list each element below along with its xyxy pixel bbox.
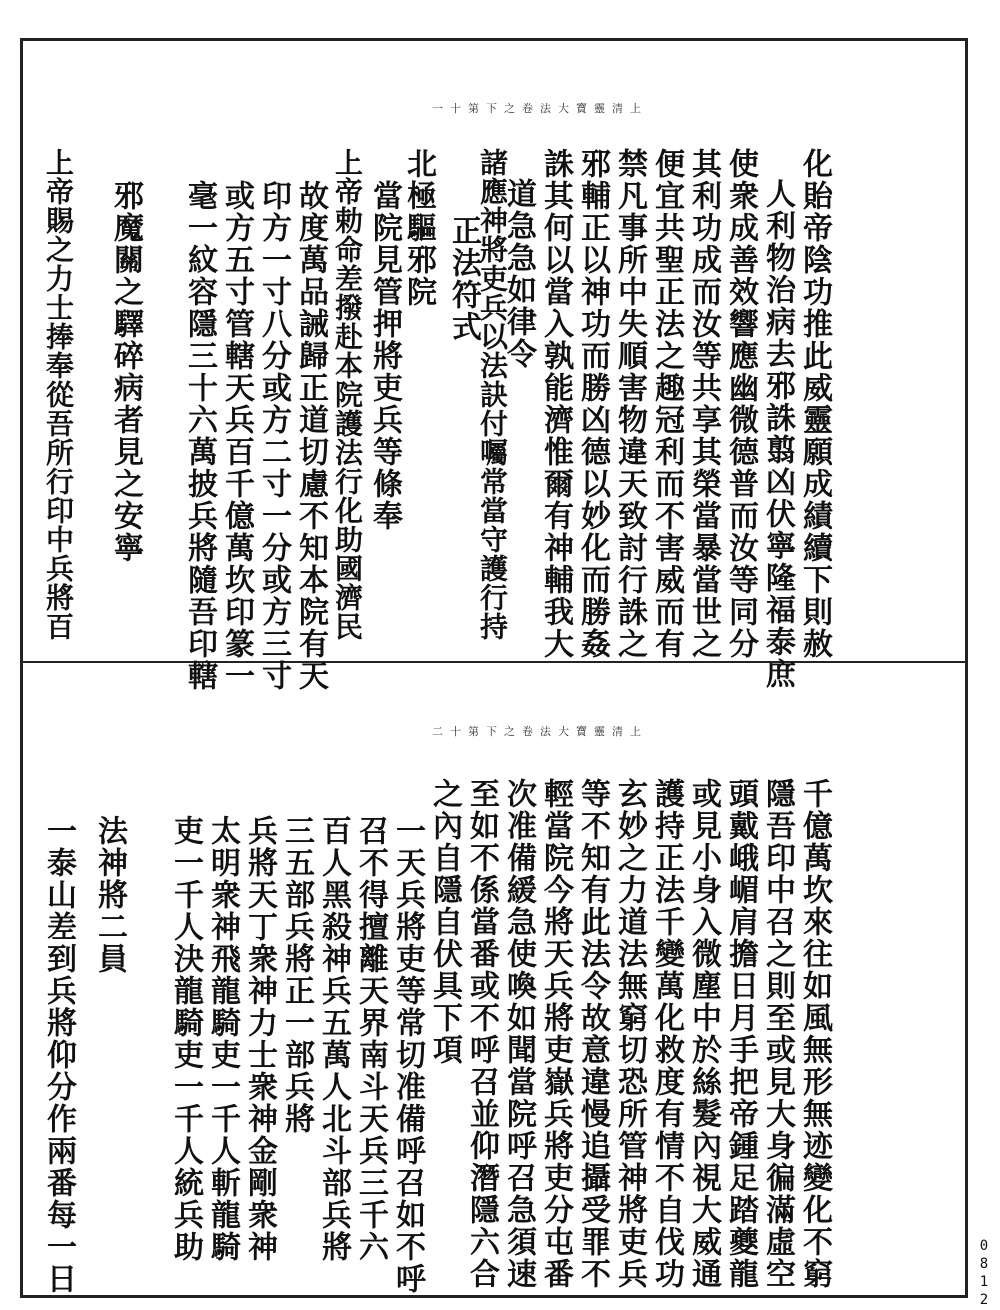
text-column: 北極驅邪院	[401, 148, 436, 308]
text-column: 人利物治病去邪誅翦凶伏寧隆福泰庶	[760, 178, 795, 690]
text-column: 故度萬品誡歸正道切慮不知本院有天	[293, 180, 328, 692]
text-column: 召不得擅離天界南斗天兵三千六	[353, 815, 388, 1263]
text-column: 印方一寸八分或方二寸一分或方三寸	[256, 180, 291, 692]
text-column: 道急急如律令	[501, 178, 536, 370]
text-column: 禁凡事所中失順害物違天致討行誅之	[612, 148, 647, 660]
text-column: 三五部兵將正一部兵將	[279, 815, 314, 1135]
text-column: 邪輔正以神功而勝凶德以妙化而勝姦	[575, 148, 610, 660]
text-column: 一天兵將吏等常切准備呼召如不呼	[390, 815, 425, 1295]
text-column: 諸應神將吏兵以法訣付囑常當守護行持	[476, 148, 509, 641]
text-column: 一泰山差到兵將仰分作兩番每一日	[41, 815, 76, 1295]
bottom-page-header: 上清靈寶大法卷之下第十二	[432, 725, 648, 738]
text-column: 誅其何以當入孰能濟惟爾有神輔我大	[538, 148, 573, 660]
text-column: 上帝賜之力士捧奉從吾所行印中兵將百	[42, 148, 75, 641]
text-column: 太明衆神飛龍騎吏一千人斬龍騎	[205, 815, 240, 1263]
text-column: 正法符式	[446, 215, 481, 343]
text-column: 便宜共聖正法之趣冠利而不害威而有	[649, 148, 684, 660]
page-number: 0812	[976, 1238, 992, 1310]
text-column: 百人黑殺神兵五萬人北斗部兵將	[316, 815, 351, 1263]
text-column: 其利功成而汝等共享其榮當暴當世之	[686, 148, 721, 660]
text-column: 隱吾印中召之則至或見大身徧滿虛空	[760, 778, 795, 1290]
text-column: 玄妙之力道法無窮切恐所管神將吏兵	[612, 778, 647, 1290]
text-column: 使衆成善效響應幽微德普而汝等同分	[723, 148, 758, 660]
text-column: 上帝勅命差撥赴本院護法行化助國濟民	[331, 148, 364, 641]
page-divider	[20, 661, 968, 663]
text-column: 邪魔關之驛碎病者見之安寧	[108, 180, 143, 564]
text-column: 吏一千人決龍騎吏一千人統兵助	[168, 815, 203, 1263]
text-column: 至如不係當番或不呼召並仰潛隱六合	[464, 778, 499, 1290]
text-column: 頭戴峨嵋肩擔日月手把帝鍾足踏夔龍	[723, 778, 758, 1290]
text-column: 輕當院今將天兵將吏嶽兵將吏分屯番	[538, 778, 573, 1290]
text-column: 之內自隱自伏具下項	[427, 778, 462, 1066]
text-column: 法神將二員	[92, 815, 127, 975]
text-column: 護持正法千變萬化救度有情不自伐功	[649, 778, 684, 1290]
text-column: 兵將天丁衆神力士衆神金剛衆神	[242, 815, 277, 1263]
text-column: 千億萬坎來往如風無形無迹變化不窮	[797, 778, 832, 1290]
text-column: 或方五寸管轄天兵百千億萬坎印篆一	[219, 180, 254, 692]
text-column: 化貽帝陰功推此威靈願成績續下則赦	[797, 148, 832, 660]
top-page-header: 上清靈寶大法卷之下第十一	[432, 102, 648, 115]
text-column: 次准備緩急使喚如聞當院呼召急須速	[501, 778, 536, 1290]
text-column: 等不知有此法令故意違慢追攝受罪不	[575, 778, 610, 1290]
text-column: 毫一紋容隱三十六萬披兵將隨吾印轄	[182, 180, 217, 692]
text-column: 當院見管押將吏兵等條奉	[367, 180, 402, 532]
text-column: 或見小身入微塵中於絲髮內視大威通	[686, 778, 721, 1290]
